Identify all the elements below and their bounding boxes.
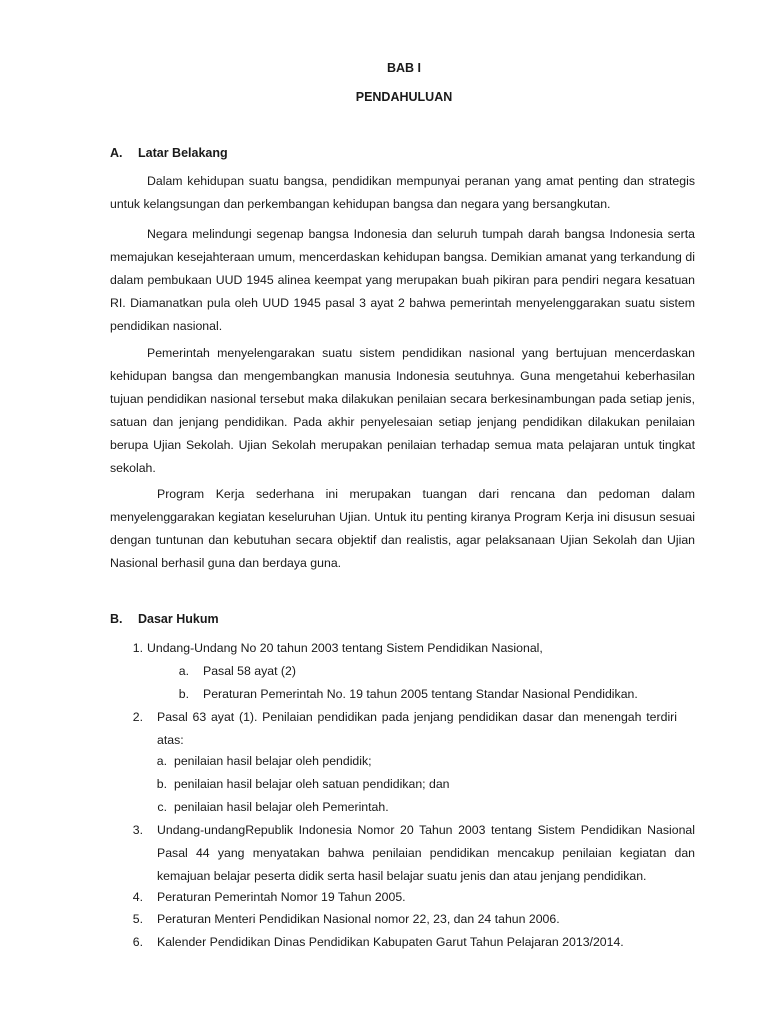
list-item-5-number: 5. bbox=[132, 912, 143, 926]
paragraph-1: Dalam kehidupan suatu bangsa, pendidikan mempunyai peranan yang amat penting dan strategis untuk kelangsungan dan perkembangan kehidupan bangsa dan negara yang bersangkutan. bbox=[110, 174, 695, 211]
list-item-5-text: Peraturan Menteri Pendidikan Nasional nomor 22, 23, dan 24 tahun 2006. bbox=[157, 912, 560, 926]
list-item-4-number: 4. bbox=[132, 890, 143, 904]
list-item-6-number: 6. bbox=[132, 935, 143, 949]
section-b-heading bbox=[110, 612, 219, 626]
sub-item-2c-text: penilaian hasil belajar oleh Pemerintah. bbox=[174, 800, 389, 814]
section-a-heading bbox=[110, 146, 228, 160]
sub-item-2b-label: b. bbox=[156, 777, 167, 791]
sub-item-1a-label: a. bbox=[178, 664, 189, 678]
list-item-1-number: 1. bbox=[132, 641, 143, 655]
sub-item-1b-text: Peraturan Pemerintah No. 19 tahun 2005 tentang Standar Nasional Pendidikan. bbox=[203, 687, 638, 701]
list-item-3-text: Undang-undangRepublik Indonesia Nomor 20 Tahun 2003 tentang Sistem Pendidikan Nasional Pasal 44 yang menyatakan bahwa penilaian pendidikan mencakup penilaian kegiatan dan kemajuan belajar peserta didik serta hasil belajar suatu jenis dan atau jenjang pendidikan. bbox=[157, 823, 695, 883]
section-a-letter: A. bbox=[110, 146, 123, 160]
sub-item-2b-text: penilaian hasil belajar oleh satuan pendidikan; dan bbox=[174, 777, 450, 791]
paragraph-4: Program Kerja sederhana ini merupakan tuangan dari rencana dan pedoman dalam menyelenggarakan kegiatan keseluruhan Ujian. Untuk itu penting kiranya Program Kerja ini disusun sesuai dengan tuntunan dan kebutuhan secara objektif dan realistis, agar pelaksanaan Ujian Sekolah dan Ujian Nasional berhasil guna dan berdaya guna. bbox=[110, 487, 695, 570]
sub-item-2a-text: penilaian hasil belajar oleh pendidik; bbox=[174, 754, 372, 768]
list-item-2-text: Pasal 63 ayat (1). Penilaian pendidikan pada jenjang pendidikan dasar dan menengah terdiri atas: bbox=[157, 710, 677, 747]
list-item-4-text: Peraturan Pemerintah Nomor 19 Tahun 2005. bbox=[157, 890, 406, 904]
sub-item-1b-label: b. bbox=[178, 687, 189, 701]
chapter-title: PENDAHULUAN bbox=[355, 90, 453, 104]
section-b-letter: B. bbox=[110, 612, 123, 626]
paragraph-2: Negara melindungi segenap bangsa Indonesia dan seluruh tumpah darah bangsa Indonesia serta memajukan kesejahteraan umum, mencerdaskan kehidupan bangsa. Demikian amanat yang terkandung di dalam pembukaan UUD 1945 alinea keempat yang merupakan buah pikiran para pendiri negara kesatuan RI. Diamanatkan pula oleh UUD 1945 pasal 3 ayat 2 bahwa pemerintah menyelenggarakan suatu sistem pendidikan nasional. bbox=[110, 227, 695, 333]
list-item-6-text: Kalender Pendidikan Dinas Pendidikan Kabupaten Garut Tahun Pelajaran 2013/2014. bbox=[157, 935, 624, 949]
paragraph-3: Pemerintah menyelengarakan suatu sistem pendidikan nasional yang bertujuan mencerdaskan kehidupan bangsa dan mengembangkan manusia Indonesia seutuhnya. Guna mengetahui keberhasilan tujuan pendidikan nasional tersebut maka dilakukan penilaian secara berkesinambungan pada setiap jenis, satuan dan jenjang pendidikan. Pada akhir penyelesaian setiap jenjang pendidikan dilakukan penilaian berupa Ujian Sekolah. Ujian Sekolah merupakan penilaian terhadap semua mata pelajaran untuk tingkat sekolah. bbox=[110, 346, 695, 475]
list-item-1-text: Undang-Undang No 20 tahun 2003 tentang Sistem Pendidikan Nasional, bbox=[147, 641, 543, 655]
list-item-2-number: 2. bbox=[132, 710, 143, 724]
section-a-title: Latar Belakang bbox=[138, 146, 228, 160]
section-b-title: Dasar Hukum bbox=[138, 612, 219, 626]
chapter-number: BAB I bbox=[386, 61, 422, 75]
sub-item-2c-label: c. bbox=[157, 800, 167, 814]
sub-item-1a-text: Pasal 58 ayat (2) bbox=[203, 664, 296, 678]
sub-item-2a-label: a. bbox=[156, 754, 167, 768]
list-item-3-number: 3. bbox=[132, 823, 143, 837]
